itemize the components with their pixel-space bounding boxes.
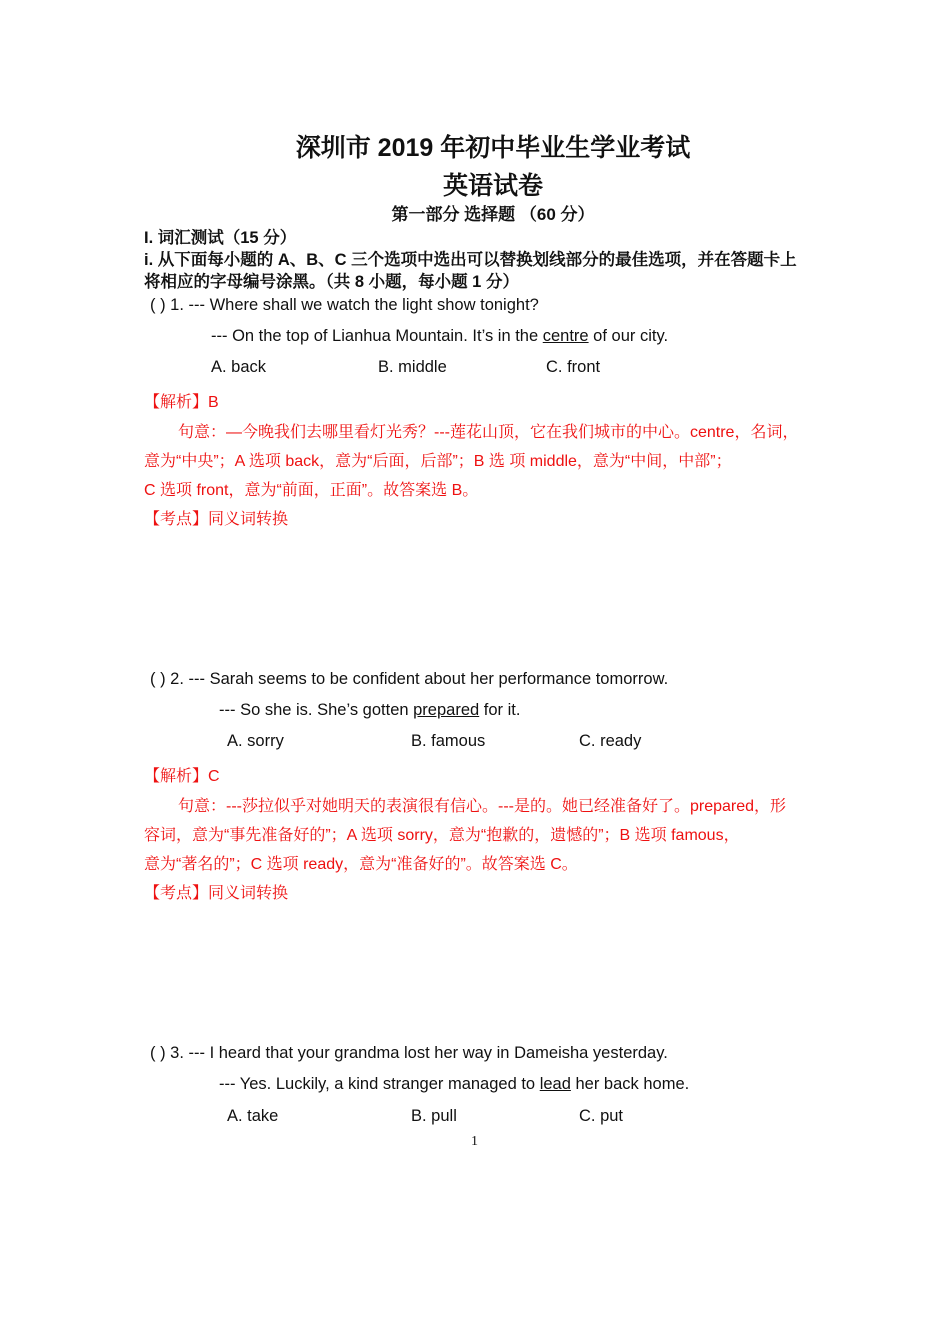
question-1-option-b: B. middle bbox=[378, 358, 447, 376]
question-2-explain-3: 意为“著名的”；C 选项 ready，意为“准备好的”。故答案选 C。 bbox=[144, 856, 578, 873]
question-2-option-b: B. famous bbox=[411, 732, 486, 750]
question-2-reply-text: --- So she is. She’s gotten bbox=[219, 701, 414, 719]
question-1-point: 【考点】同义词转换 bbox=[144, 511, 289, 528]
question-1-prompt: ( ) 1. --- Where shall we watch the light show tonight? bbox=[150, 296, 539, 314]
question-3-option-b: B. pull bbox=[411, 1107, 457, 1125]
question-1-explain-1: 句意：—今晚我们去哪里看灯光秀？---莲花山顶，它在我们城市的中心。centre，名词， bbox=[178, 424, 799, 441]
exam-subject: 英语试卷 bbox=[442, 172, 543, 200]
question-2-prompt: ( ) 2. --- Sarah seems to be confident about her performance tomorrow. bbox=[150, 670, 669, 688]
part-heading: 第一部分 选择题 （60 分） bbox=[391, 205, 595, 224]
question-1-option-c: C. front bbox=[546, 358, 601, 376]
question-2-point: 【考点】同义词转换 bbox=[144, 885, 289, 902]
question-3-option-c: C. put bbox=[579, 1107, 624, 1125]
question-3-reply bbox=[219, 1075, 689, 1094]
question-2-answer: 【解析】C bbox=[144, 768, 220, 785]
question-1-answer: 【解析】B bbox=[144, 394, 219, 411]
question-1-explain-2: 意为“中央”；A 选项 back，意为“后面，后部”；B 选 项 middle，意为“中间，中部”； bbox=[144, 453, 732, 470]
question-1-reply-text: --- On the top of Lianhua Mountain. It’s in the bbox=[211, 327, 543, 345]
section-instruction-2: 将相应的字母编号涂黑。（共 8 小题，每小题 1 分） bbox=[144, 273, 519, 291]
question-2-explain-1: 句意：---莎拉似乎对她明天的表演很有信心。---是的。她已经准备好了。prepared，形 bbox=[178, 798, 787, 815]
exam-title: 深圳市 2019 年初中毕业生学业考试 bbox=[295, 134, 691, 162]
question-2-option-a: A. sorry bbox=[227, 732, 284, 750]
page-number: 1 bbox=[471, 1134, 478, 1149]
question-1-underlined-word: centre bbox=[542, 327, 589, 345]
question-2-reply-tail: for it. bbox=[479, 701, 521, 719]
question-3-prompt: ( ) 3. --- I heard that your grandma lost her way in Dameisha yesterday. bbox=[150, 1044, 668, 1062]
section-heading: I. 词汇测试（15 分） bbox=[144, 229, 297, 247]
question-2-option-c: C. ready bbox=[579, 732, 642, 750]
section-instruction-1: i. 从下面每小题的 A、B、C 三个选项中选出可以替换划线部分的最佳选项，并在答题卡上 bbox=[144, 251, 797, 269]
question-1-option-a: A. back bbox=[211, 358, 267, 376]
question-1-reply bbox=[211, 327, 668, 346]
question-3-reply-tail: her back home. bbox=[570, 1075, 690, 1093]
question-3-reply-text: --- Yes. Luckily, a kind stranger managed to bbox=[219, 1075, 540, 1093]
question-2-underlined-word: prepared bbox=[413, 701, 480, 719]
question-3-underlined-word: lead bbox=[539, 1075, 571, 1093]
question-1-reply-tail: of our city. bbox=[588, 327, 669, 345]
question-3-option-a: A. take bbox=[227, 1107, 279, 1125]
question-2-reply bbox=[219, 701, 520, 720]
question-2-explain-2: 容词，意为“事先准备好的”；A 选项 sorry，意为“抱歉的，遗憾的”；B 选项 famous， bbox=[144, 827, 740, 844]
question-1-explain-3: C 选项 front，意为“前面，正面”。故答案选 B。 bbox=[144, 482, 479, 499]
